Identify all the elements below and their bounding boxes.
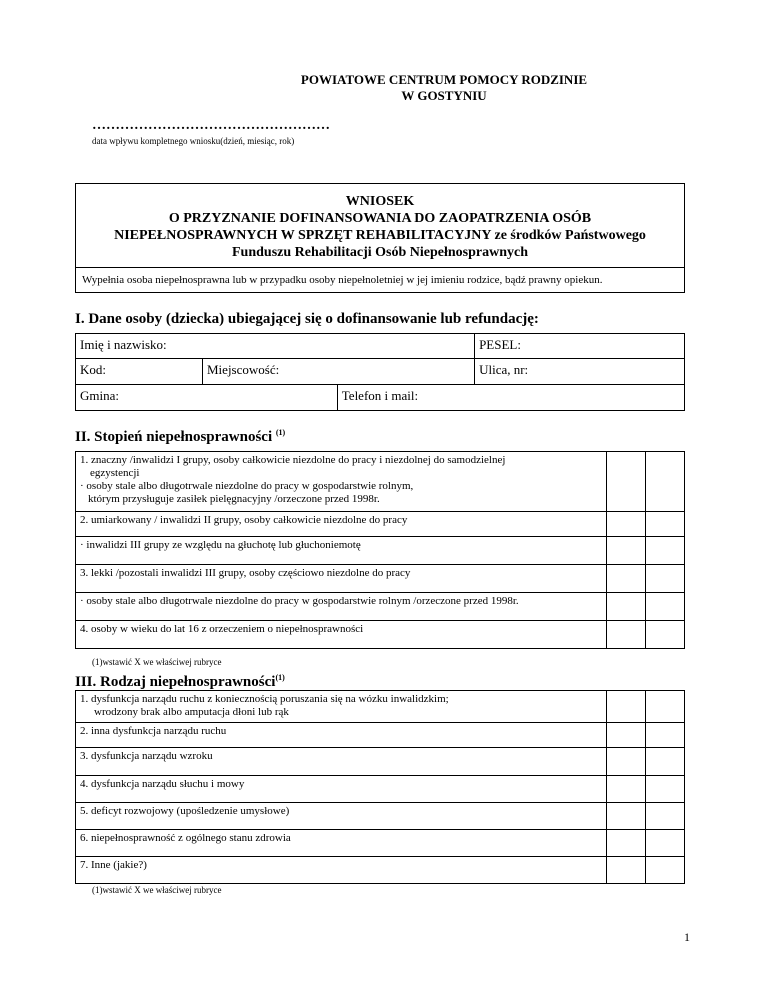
checkbox-cell[interactable] bbox=[607, 621, 646, 649]
org-line-2: W GOSTYNIU bbox=[401, 88, 487, 103]
section-3-heading-text: III. Rodzaj niepełnosprawności bbox=[75, 674, 276, 690]
checkbox-cell[interactable] bbox=[646, 537, 685, 565]
organization-name bbox=[0, 72, 768, 104]
section-2-footnote-marker: (1) bbox=[275, 428, 286, 437]
fill-instruction: Wypełnia osoba niepełnosprawna lub w przypadku osoby niepełnoletniej w jej imieniu rodzice, bądź prawny opiekun. bbox=[82, 274, 603, 286]
section-1-heading: I. Dane osoby (dziecka) ubiegającej się o dofinansowanie lub refundację: bbox=[75, 311, 539, 327]
option-label: 4. osoby w wieku do lat 16 z orzeczeniem o niepełnosprawności bbox=[76, 621, 607, 649]
document-title bbox=[76, 184, 684, 268]
gmina-label: Gmina: bbox=[80, 388, 119, 403]
checkbox-cell[interactable] bbox=[607, 593, 646, 621]
checkbox-cell[interactable] bbox=[607, 512, 646, 537]
checkbox-cell[interactable] bbox=[607, 565, 646, 593]
table-row bbox=[76, 452, 685, 512]
gmina-field[interactable] bbox=[76, 385, 338, 411]
option-text: egzystencji bbox=[90, 467, 140, 479]
option-label: 6. niepełnosprawność z ogólnego stanu zdrowia bbox=[76, 830, 607, 857]
table-row bbox=[76, 748, 685, 776]
checkbox-cell[interactable] bbox=[607, 857, 646, 884]
option-text: 1. znaczny /inwalidzi I grupy, osoby całkowicie niezdolne do pracy i niezdolnej do samodzielnej bbox=[80, 454, 506, 466]
checkbox-cell[interactable] bbox=[607, 537, 646, 565]
miejscowosc-field[interactable] bbox=[203, 359, 475, 385]
kod-field[interactable] bbox=[76, 359, 203, 385]
section-2-heading bbox=[75, 428, 285, 446]
date-field[interactable]: …………………………………………… bbox=[92, 118, 330, 133]
title-line-4: Funduszu Rehabilitacji Osób Niepełnosprawnych bbox=[232, 245, 528, 260]
checkbox-cell[interactable] bbox=[607, 452, 646, 512]
pesel-field[interactable] bbox=[475, 334, 685, 359]
table-row bbox=[76, 565, 685, 593]
checkbox-cell[interactable] bbox=[646, 593, 685, 621]
option-text: · osoby stale albo długotrwale niezdolne do pracy w gospodarstwie rolnym, bbox=[80, 480, 414, 492]
checkbox-cell[interactable] bbox=[646, 452, 685, 512]
section-3-heading bbox=[75, 673, 285, 691]
name-field[interactable] bbox=[76, 334, 475, 359]
option-text: którym przysługuje zasiłek pielęgnacyjny /orzeczone przed 1998r. bbox=[88, 493, 380, 505]
disability-degree-table bbox=[75, 451, 685, 649]
checkbox-cell[interactable] bbox=[607, 691, 646, 723]
ulica-field[interactable] bbox=[475, 359, 685, 385]
option-label: 7. Inne (jakie?) bbox=[76, 857, 607, 884]
kod-label: Kod: bbox=[80, 362, 106, 377]
checkbox-cell[interactable] bbox=[607, 776, 646, 803]
table-row bbox=[76, 803, 685, 830]
miejscowosc-label: Miejscowość: bbox=[207, 362, 280, 377]
checkbox-cell[interactable] bbox=[646, 830, 685, 857]
checkbox-cell[interactable] bbox=[607, 830, 646, 857]
table-row bbox=[76, 537, 685, 565]
checkbox-cell[interactable] bbox=[607, 723, 646, 748]
telefon-field[interactable] bbox=[337, 385, 684, 411]
ulica-label: Ulica, nr: bbox=[479, 362, 529, 377]
section-3-footnote-marker: (1) bbox=[275, 673, 285, 682]
footnote: (1)wstawić X we właściwej rubryce bbox=[92, 885, 222, 895]
personal-data-table bbox=[75, 333, 685, 411]
option-label: 3. lekki /pozostali inwalidzi III grupy, osoby częściowo niezdolne do pracy bbox=[76, 565, 607, 593]
telefon-label: Telefon i mail: bbox=[341, 388, 419, 403]
name-label: Imię i nazwisko: bbox=[80, 337, 167, 352]
table-row bbox=[76, 691, 685, 723]
date-caption: data wpływu kompletnego wniosku(dzień, miesiąc, rok) bbox=[92, 136, 295, 146]
table-row bbox=[76, 776, 685, 803]
checkbox-cell[interactable] bbox=[646, 691, 685, 723]
option-label: · inwalidzi III grupy ze względu na głuchotę lub głuchoniemotę bbox=[76, 537, 607, 565]
table-row bbox=[76, 593, 685, 621]
option-label: 5. deficyt rozwojowy (upośledzenie umysłowe) bbox=[76, 803, 607, 830]
checkbox-cell[interactable] bbox=[607, 803, 646, 830]
option-label: 2. inna dysfunkcja narządu ruchu bbox=[76, 723, 607, 748]
checkbox-cell[interactable] bbox=[646, 565, 685, 593]
checkbox-cell[interactable] bbox=[646, 776, 685, 803]
table-row bbox=[76, 621, 685, 649]
disability-type-table bbox=[75, 690, 685, 884]
option-label: · osoby stale albo długotrwale niezdolne do pracy w gospodarstwie rolnym /orzeczone przed 1998r. bbox=[76, 593, 607, 621]
title-line-1: WNIOSEK bbox=[345, 194, 415, 209]
option-label: 4. dysfunkcja narządu słuchu i mowy bbox=[76, 776, 607, 803]
title-line-2: O PRZYZNANIE DOFINANSOWANIA DO ZAOPATRZENIA OSÓB bbox=[168, 211, 592, 226]
checkbox-cell[interactable] bbox=[646, 621, 685, 649]
checkbox-cell[interactable] bbox=[607, 748, 646, 776]
title-line-3: NIEPEŁNOSPRAWNYCH W SPRZĘT REHABILITACYJNY ze środków Państwowego bbox=[114, 228, 646, 243]
title-box bbox=[75, 183, 685, 293]
checkbox-cell[interactable] bbox=[646, 857, 685, 884]
option-text: 1. dysfunkcja narządu ruchu z koniecznością poruszania się na wózku inwalidzkim; bbox=[80, 693, 449, 705]
pesel-label: PESEL: bbox=[479, 337, 521, 352]
table-row bbox=[76, 857, 685, 884]
checkbox-cell[interactable] bbox=[646, 723, 685, 748]
section-2-heading-text: II. Stopień niepełnosprawności bbox=[75, 429, 276, 445]
table-row bbox=[76, 512, 685, 537]
page-number: 1 bbox=[684, 930, 690, 944]
option-label: 2. umiarkowany / inwalidzi II grupy, osoby całkowicie niezdolne do pracy bbox=[76, 512, 607, 537]
table-row bbox=[76, 830, 685, 857]
checkbox-cell[interactable] bbox=[646, 803, 685, 830]
org-line-1: POWIATOWE CENTRUM POMOCY RODZINIE bbox=[300, 72, 588, 87]
footnote: (1)wstawić X we właściwej rubryce bbox=[92, 657, 222, 667]
option-label bbox=[76, 691, 607, 723]
table-row bbox=[76, 723, 685, 748]
option-label bbox=[76, 452, 607, 512]
checkbox-cell[interactable] bbox=[646, 748, 685, 776]
option-label: 3. dysfunkcja narządu wzroku bbox=[76, 748, 607, 776]
option-text: wrodzony brak albo amputacja dłoni lub rąk bbox=[94, 706, 289, 718]
checkbox-cell[interactable] bbox=[646, 512, 685, 537]
